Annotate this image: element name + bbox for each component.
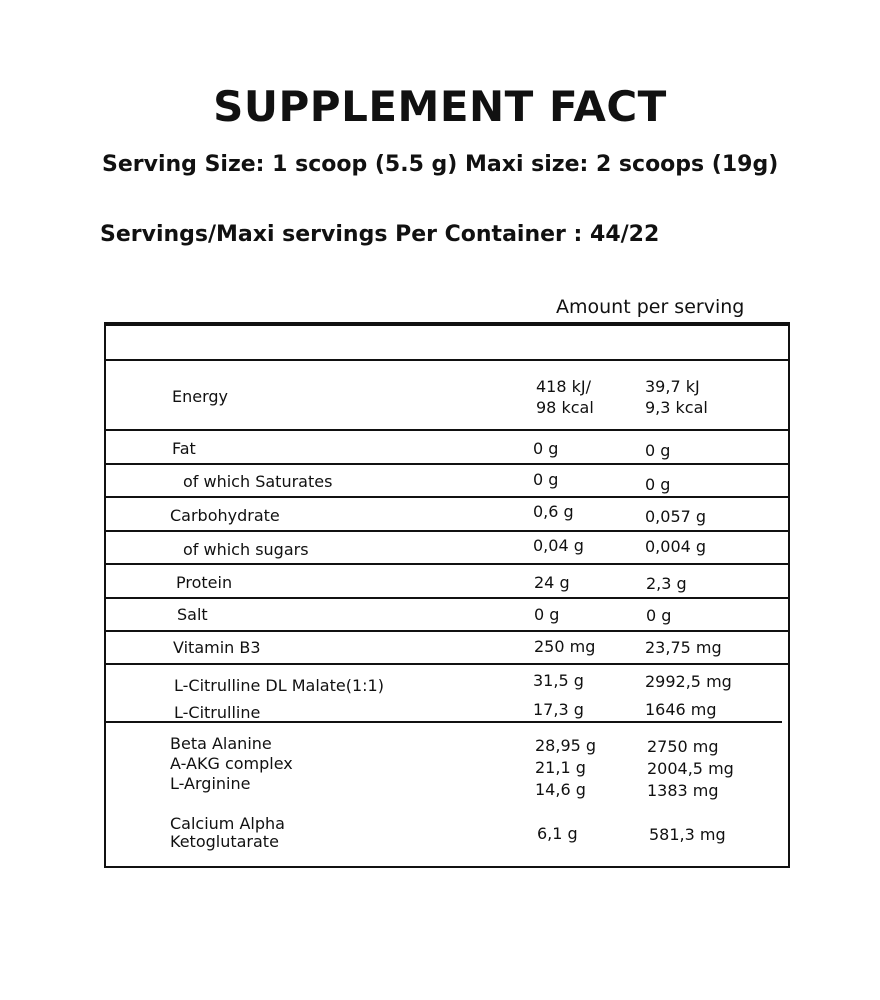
row-value-maxi: 0,057 g — [645, 507, 707, 526]
row-value-maxi: 0 g — [645, 441, 671, 460]
row-value-maxi: 0 g — [646, 606, 672, 625]
table-divider — [106, 429, 788, 431]
row-value-serving: 418 kJ/ 98 kcal — [536, 377, 594, 417]
page-title: SUPPLEMENT FACT — [213, 82, 667, 131]
row-value-serving: 0 g — [533, 439, 559, 458]
row-value-serving: 0,04 g — [533, 536, 584, 555]
row-value-maxi: 39,7 kJ 9,3 kcal — [645, 377, 708, 417]
row-value-maxi: 2992,5 mg — [645, 672, 732, 691]
row-label-citrulline-malate: L-Citrulline DL Malate(1:1) — [174, 676, 384, 695]
row-value-serving: 250 mg — [534, 637, 596, 656]
table-divider — [106, 359, 788, 361]
row-label-carbohydrate: Carbohydrate — [170, 506, 280, 525]
row-value-serving: 17,3 g — [533, 700, 584, 719]
row-label-citrulline: L-Citrulline — [174, 703, 261, 722]
row-label-energy: Energy — [172, 387, 229, 406]
row-value-serving: 0 g — [533, 470, 559, 489]
row-value-serving: 0,6 g — [533, 502, 574, 521]
row-value-serving: 24 g — [534, 573, 570, 592]
row-value-maxi: 2750 mg 2004,5 mg 1383 mg — [647, 737, 734, 800]
row-value-serving: 31,5 g — [533, 671, 584, 690]
amount-per-serving-header: Amount per serving — [556, 296, 745, 318]
table-divider — [106, 597, 788, 599]
row-label-salt: Salt — [177, 605, 208, 624]
row-value-serving: 28,95 g 21,1 g 14,6 g — [535, 736, 597, 799]
row-label-protein: Protein — [176, 573, 233, 592]
servings-per-container: Servings/Maxi servings Per Container : 44/22 — [100, 222, 660, 247]
row-label-sugars: of which sugars — [183, 540, 309, 559]
table-divider — [106, 630, 788, 632]
table-divider — [106, 463, 788, 465]
table-divider — [106, 530, 788, 532]
table-divider — [106, 663, 788, 665]
serving-size: Serving Size: 1 scoop (5.5 g) Maxi size: 2 scoops (19g) — [102, 152, 779, 177]
row-value-serving: 6,1 g — [537, 824, 578, 843]
row-value-maxi: 2,3 g — [646, 574, 687, 593]
row-label-vitamin-b3: Vitamin B3 — [173, 638, 261, 657]
table-divider — [106, 563, 788, 565]
row-value-serving: 0 g — [534, 605, 560, 624]
row-value-maxi: 0,004 g — [645, 537, 707, 556]
row-label-saturates: of which Saturates — [183, 472, 333, 491]
row-value-maxi: 1646 mg — [645, 700, 717, 719]
row-label-fat: Fat — [172, 439, 196, 458]
row-value-maxi: 0 g — [645, 475, 671, 494]
row-value-maxi: 23,75 mg — [645, 638, 722, 657]
row-label-amino-group: Beta Alanine A-AKG complex L-Arginine — [170, 734, 293, 793]
table-divider — [106, 496, 788, 498]
row-value-maxi: 581,3 mg — [649, 825, 726, 844]
row-label-calcium-akg: Calcium Alpha Ketoglutarate — [170, 814, 285, 851]
nutrition-table — [104, 322, 790, 868]
